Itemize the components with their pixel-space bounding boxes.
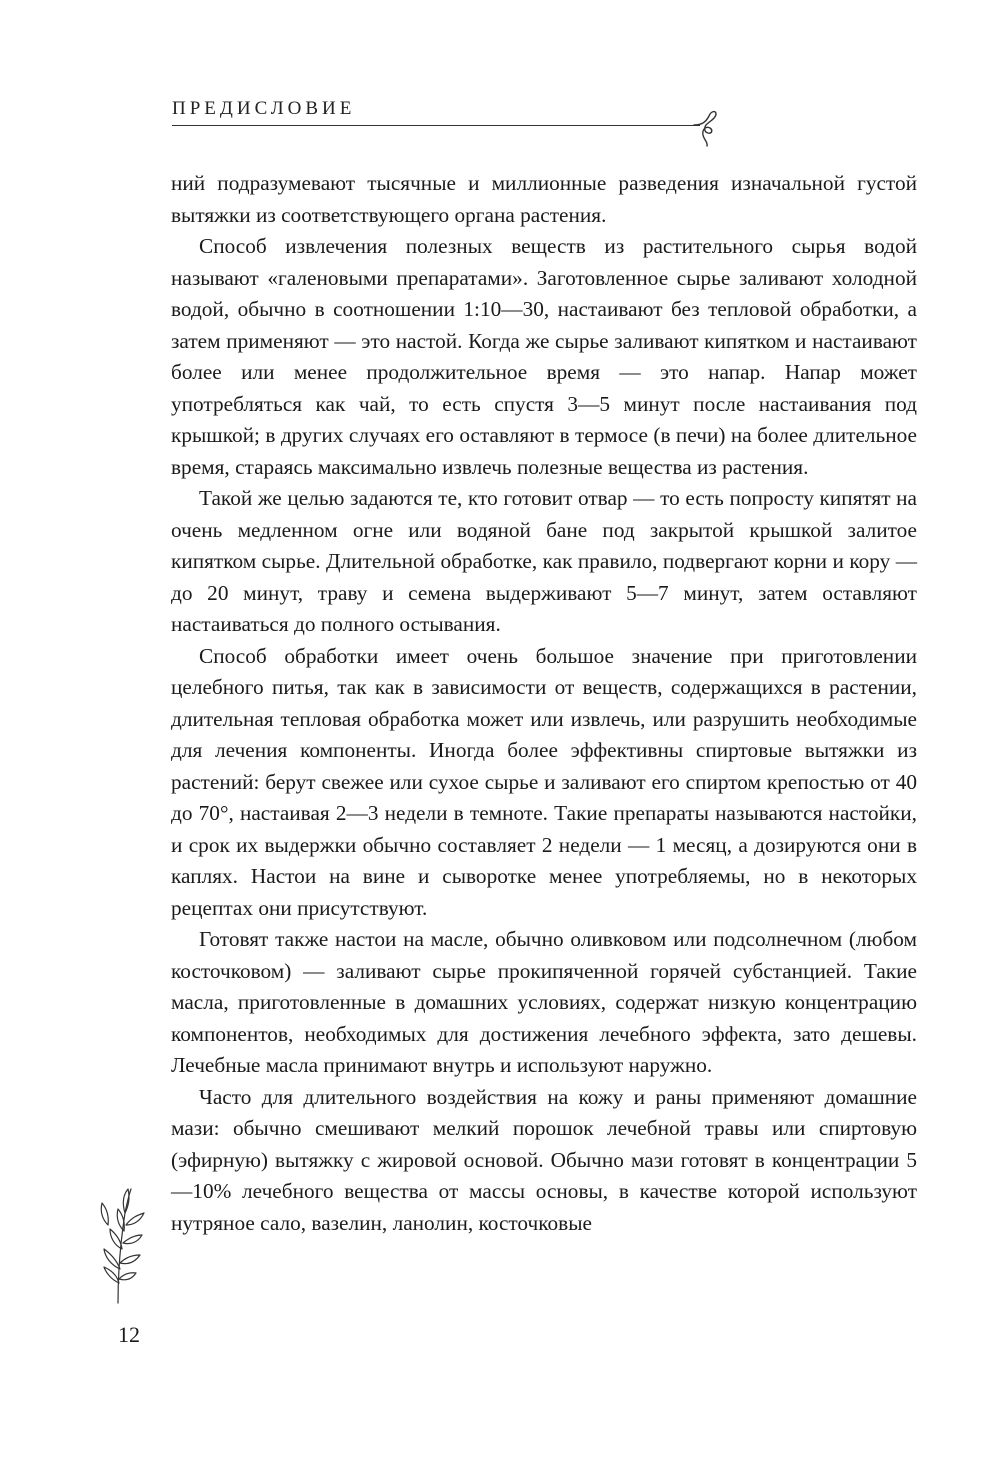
- body-text: [171, 168, 917, 1239]
- paragraph: Часто для длительного воздействия на кожу и раны применяют домашние мази: обычно смешивают мелкий порошок лечебной травы или спиртовую (эфирную) вытяжку с жировой основой. Обычно мази готовят в концентрации 5—10% лечебного вещества от массы основы, в качестве которой используют нутряное сало, вазелин, ланолин, косточковые: [171, 1084, 917, 1235]
- header-rule: [172, 125, 700, 126]
- paragraph: Способ обработки имеет очень большое значение при приготовлении целебного питья, так как в зависимости от веществ, содержащихся в растении, длительная тепловая обработка может или извлечь, или разрушить необходимые для лечения компоненты. Иногда более эффективны спиртовые вытяжки из растений: берут свежее или сухое сырье и заливают его спиртом крепостью от 40 до 70°, настаивая 2—3 недели в темноте. Такие препараты называются настойки, и срок их выдержки обычно составляет 2 недели — 1 месяц, а дозируются они в каплях. Настои на вине и сыворотке менее употребляемы, но в некоторых рецептах они присутствуют.: [171, 643, 917, 920]
- flourish-icon: [692, 102, 722, 152]
- paragraph: ний подразумевают тысячные и миллионные разведения изначальной густой вытяжки из соответствующего органа растения.: [171, 171, 917, 227]
- header-title: ПРЕДИСЛОВИЕ: [172, 98, 356, 119]
- paragraph: Готовят также настои на масле, обычно оливковом или подсолнечном (любом косточковом) — заливают сырье прокипяченной горячей субстанцией. Такие масла, приготовленные в домашних условиях, содержат низкую концентрацию компонентов, необходимых для достижения лечебного эффекта, зато дешевы. Лечебные масла принимают внутрь и используют наружно.: [171, 927, 917, 1077]
- leaf-branch-icon: [78, 1185, 148, 1305]
- page-number: 12: [118, 1322, 140, 1347]
- running-header: [172, 96, 732, 136]
- paragraph: Способ извлечения полезных веществ из растительного сырья водой называют «галеновыми препаратами». Заготовленное сырье заливают холодной водой, обычно в соотношении 1:10—30, настаивают без тепловой обработки, а затем применяют — это настой. Когда же сырье заливают кипятком и настаивают более или менее продолжительное время — это напар. Напар может употребляться как чай, то есть спустя 3—5 минут после настаивания под крышкой; в других случаях его оставляют в термосе (в печи) на более длительное время, стараясь максимально извлечь полезные вещества из растения.: [171, 234, 917, 479]
- paragraph: Такой же целью задаются те, кто готовит отвар — то есть попросту кипятят на очень медленном огне или водяной бане под закрытой крышкой залитое кипятком сырье. Длительной обработке, как правило, подвергают корни и кору — до 20 минут, траву и семена выдерживают 5—7 минут, затем оставляют настаиваться до полного остывания.: [171, 486, 917, 636]
